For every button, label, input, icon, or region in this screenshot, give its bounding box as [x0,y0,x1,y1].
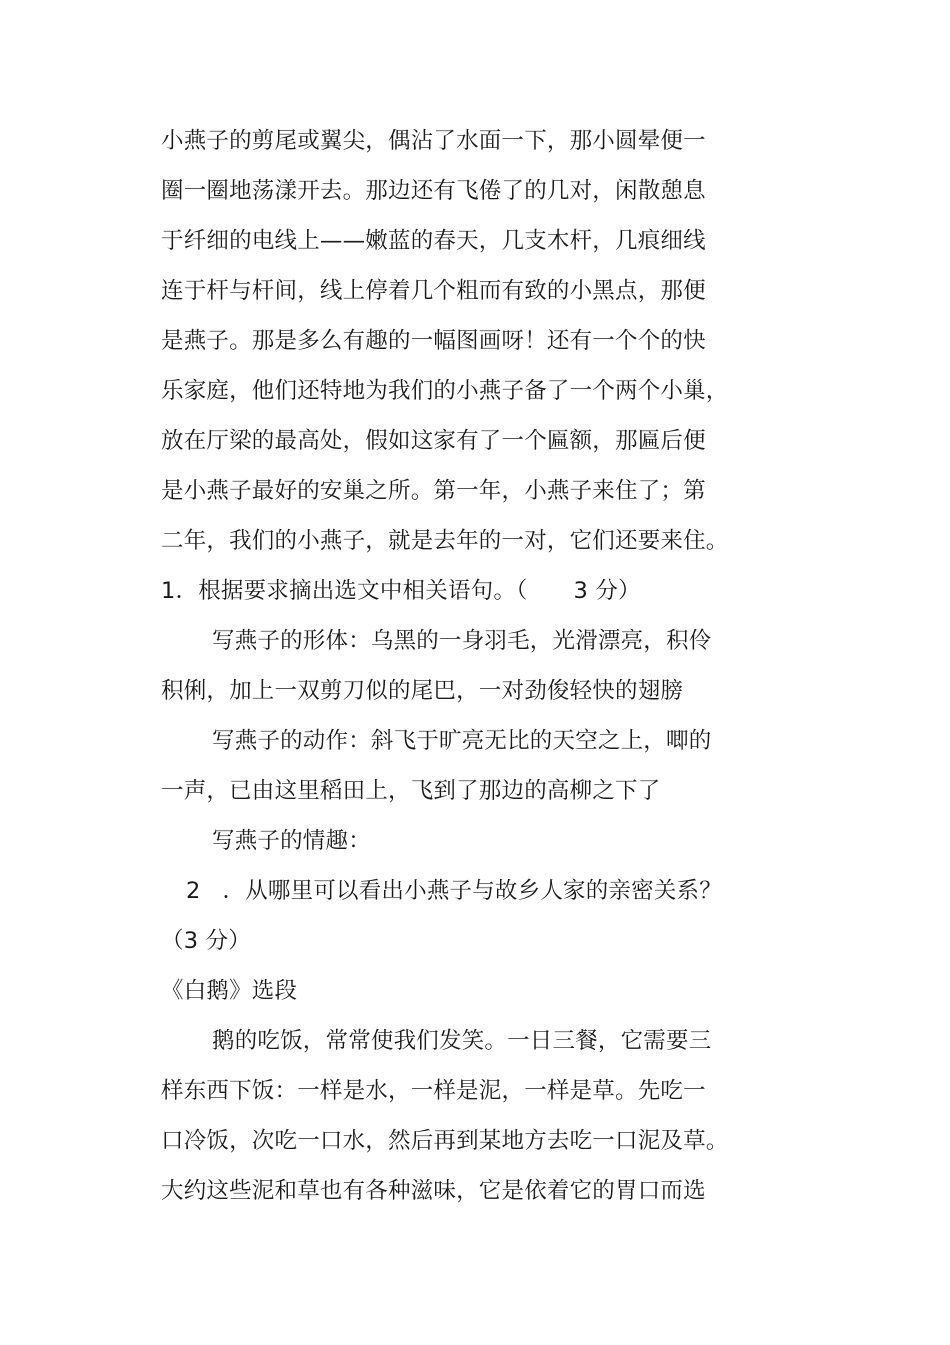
answer-interest-line: 写燕子的情趣： [212,828,371,854]
answer-form-line-1: 写燕子的形体：乌黑的一身羽毛，光滑漂亮，积伶 [212,628,712,654]
question-1-text: 根据要求摘出选文中相关语句。（ [198,578,528,604]
passage2-line-4: 大约这些泥和草也有各种滋味，它是依着它的胃口而选 [161,1178,706,1204]
passage2-line-2: 样东西下饭：一样是水，一样是泥，一样是草。先吃一 [161,1078,706,1104]
passage1-line-7: 放在厅梁的最高处，假如这家有了一个匾额，那匾后便 [161,428,706,454]
question-2 [186,876,722,906]
question-2-number: 2 [186,878,201,904]
question-2-score: （3 分） [161,928,251,954]
passage1-line-6: 乐家庭，他们还特地为我们的小燕子备了一个两个小巢， [161,378,729,404]
answer-form-line-2: 积俐，加上一双剪刀似的尾巴，一对劲俊轻快的翅膀 [161,678,684,704]
question-1-score: 3 分） [573,578,641,604]
passage2-title: 《白鹅》选段 [161,978,298,1004]
passage1-line-5: 是燕子。那是多么有趣的一幅图画呀！还有一个个的快 [161,328,706,354]
answer-action-line-2: 一声，已由这里稻田上，飞到了那边的高柳之下了 [161,778,661,804]
passage1-line-8: 是小燕子最好的安巢之所。第一年，小燕子来住了；第 [161,478,706,504]
question-1-number: 1． [161,578,199,604]
passage2-line-3: 口冷饭，次吃一口水，然后再到某地方去吃一口泥及草。 [161,1128,729,1154]
answer-action-line-1: 写燕子的动作：斜飞于旷亮无比的天空之上，唧的 [212,728,712,754]
passage1-line-1: 小燕子的剪尾或翼尖，偶沾了水面一下，那小圆晕便一 [161,128,706,154]
passage1-line-4: 连于杆与杆间，线上停着几个粗而有致的小黑点，那便 [161,278,706,304]
passage1-line-3: 于纤细的电线上——嫩蓝的春天，几支木杆，几痕细线 [161,228,706,254]
passage1-line-2: 圈一圈地荡漾开去。那边还有飞倦了的几对，闲散憩息 [161,178,706,204]
passage2-line-1: 鹅的吃饭，常常使我们发笑。一日三餐，它需要三 [212,1028,712,1054]
passage1-line-9: 二年，我们的小燕子，就是去年的一对，它们还要来住。 [161,528,729,554]
question-2-text: ．从哪里可以看出小燕子与故乡人家的亲密关系？ [222,878,722,904]
question-1 [161,576,641,606]
